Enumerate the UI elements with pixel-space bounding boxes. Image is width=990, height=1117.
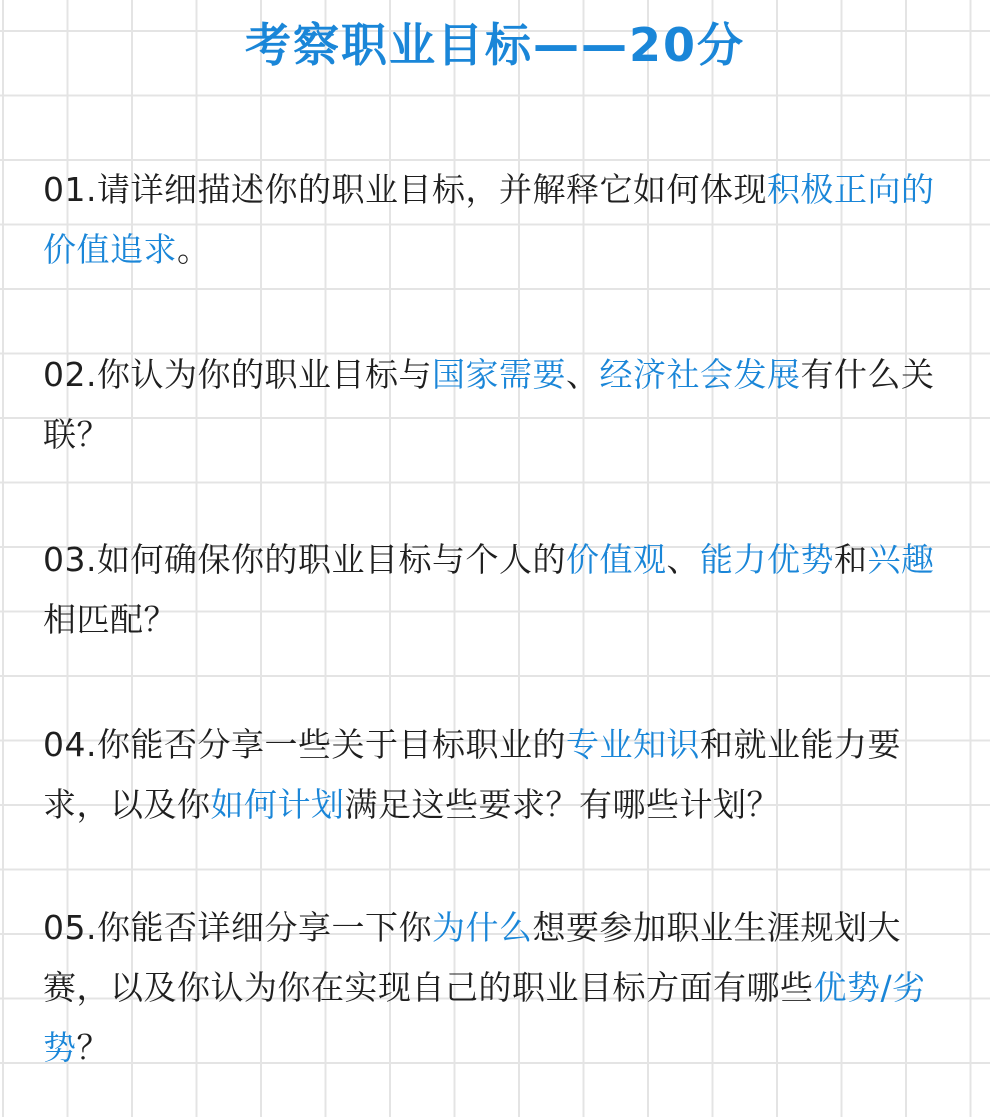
question-3-text: 、 xyxy=(666,540,700,579)
question-2-text: 02.你认为你的职业目标与 xyxy=(43,355,432,394)
question-2-text: 、 xyxy=(565,355,600,394)
question-3-text: 相匹配？ xyxy=(43,600,177,639)
question-5-highlight: 为什么 xyxy=(431,908,533,947)
question-3-highlight: 能力优势 xyxy=(699,540,834,579)
question-4-highlight: 如何计划 xyxy=(210,785,345,824)
question-1-highlight: 积极正向的价值追求 xyxy=(43,170,935,269)
question-2 xyxy=(43,345,953,465)
page-title: 考察职业目标——20分 xyxy=(244,18,745,72)
question-4-text: 和就业能力要求，以及你 xyxy=(43,725,901,824)
question-3-highlight: 兴趣 xyxy=(867,540,935,579)
question-4-text: 04.你能否分享一些关于目标职业的 xyxy=(43,725,566,764)
question-2-highlight: 国家需要 xyxy=(431,355,566,394)
question-5-text: 05.你能否详细分享一下你 xyxy=(43,908,432,947)
question-5 xyxy=(43,898,953,1078)
question-4-text: 满足这些要求？有哪些计划？ xyxy=(344,785,780,824)
question-5-highlight: 优势/劣势 xyxy=(43,968,926,1067)
question-4-highlight: 专业知识 xyxy=(565,725,700,764)
question-2-highlight: 经济社会发展 xyxy=(599,355,801,394)
question-2-text: 有什么关联？ xyxy=(43,355,935,454)
question-3-highlight: 价值观 xyxy=(565,540,667,579)
question-3-text: 03.如何确保你的职业目标与个人的 xyxy=(43,540,566,579)
question-1-text: 。 xyxy=(177,230,211,269)
question-5-text: 想要参加职业生涯规划大赛，以及你认为你在实现自己的职业目标方面有哪些 xyxy=(43,908,901,1007)
question-1-text: 01.请详细描述你的职业目标，并解释它如何体现 xyxy=(43,170,767,209)
question-4 xyxy=(43,715,953,835)
question-1 xyxy=(43,160,953,280)
question-5-text: ？ xyxy=(76,1028,110,1067)
question-3-text: 和 xyxy=(833,540,868,579)
question-3 xyxy=(43,530,953,650)
